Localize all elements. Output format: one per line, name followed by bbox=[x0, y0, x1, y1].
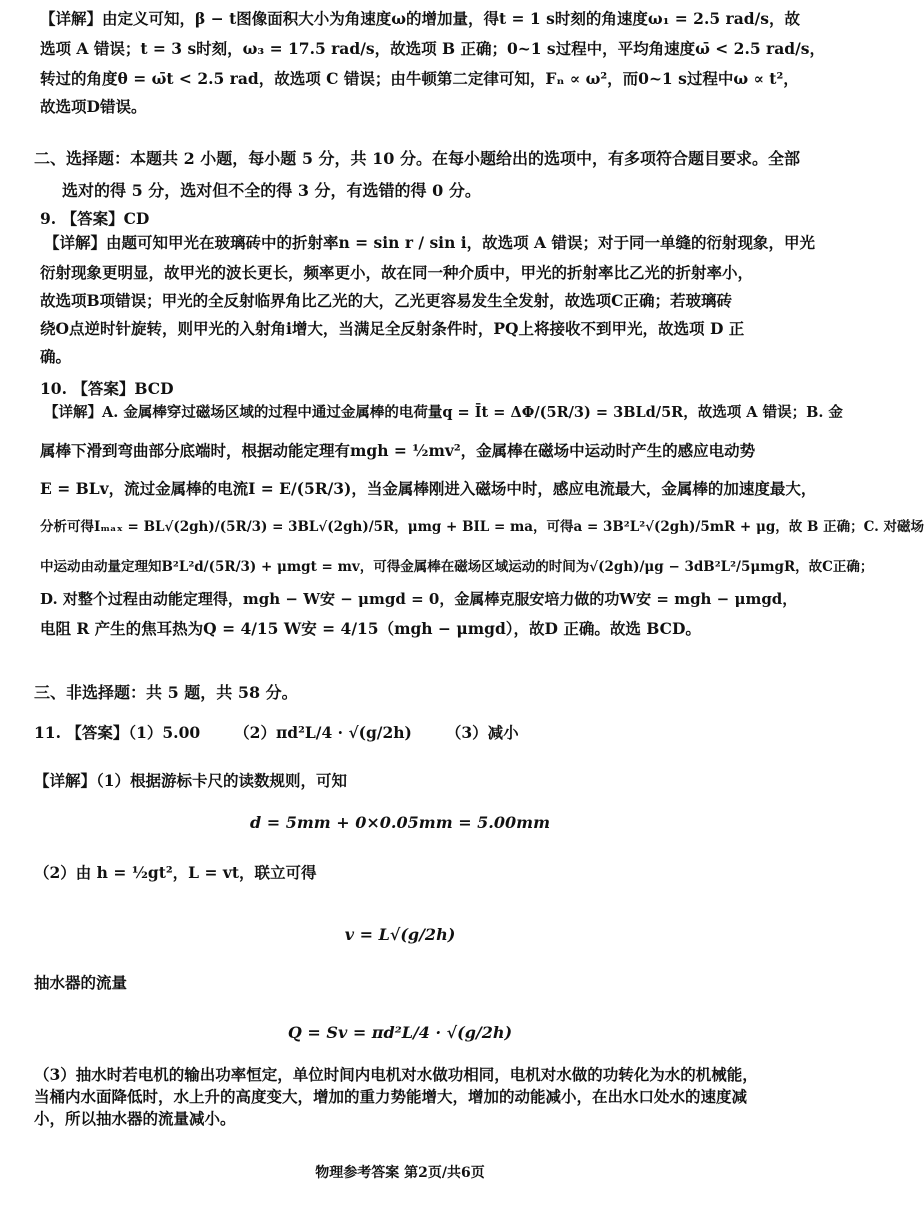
answer-line: 10. 【答案】BCD bbox=[40, 379, 174, 398]
detail-text-line: 小，所以抽水器的流量减小。 bbox=[34, 1109, 236, 1128]
page-footer: 物理参考答案 第2页/共6页 bbox=[315, 1165, 485, 1181]
detail-text-line: 当桶内水面降低时，水上升的高度变大，增加的重力势能增大，增加的动能减小，在出水口处水的速度减 bbox=[34, 1087, 748, 1106]
detail-text-line: D. 对整个过程由动能定理得，mgh − W安 − μmgd = 0，金属棒克服安培力做的功W安 = mgh − μmgd， bbox=[40, 590, 798, 608]
detail-text-line: 抽水器的流量 bbox=[34, 973, 128, 992]
detail-text-line: （2）由 h = ½gt²，L = vt，联立可得 bbox=[34, 863, 317, 882]
equation-q: Q = Sv = πd²L/4 · √(g/2h) bbox=[287, 1023, 513, 1042]
answer-part-2: （2）πd²L/4 · √(g/2h) bbox=[234, 723, 412, 742]
equation-d: d = 5mm + 0×0.05mm = 5.00mm bbox=[249, 813, 550, 832]
answer-part-1: 11. 【答案】（1）5.00 bbox=[34, 723, 201, 742]
detail-text-line: 绕O点逆时针旋转，则甲光的入射角i增大，当满足全反射条件时，PQ上将接收不到甲光，故选项 D 正 bbox=[40, 319, 745, 338]
section-title: 三、非选择题：共 5 题，共 58 分。 bbox=[34, 683, 298, 702]
detail-text-line: 电阻 R 产生的焦耳热为Q = 4/15 W安 = 4/15（mgh − μmgd），故D 正确。故选 BCD。 bbox=[40, 619, 701, 638]
detail-text-line: 故选项D错误。 bbox=[40, 97, 147, 116]
detail-text-line: 【详解】（1）根据游标卡尺的读数规则，可知 bbox=[34, 771, 348, 790]
section-title: 选对的得 5 分，选对但不全的得 3 分，有选错的得 0 分。 bbox=[62, 181, 481, 200]
section-title: 二、选择题：本题共 2 小题，每小题 5 分，共 10 分。在每小题给出的选项中，有多项符合题目要求。全部 bbox=[34, 149, 800, 168]
answer-part-3: （3）减小 bbox=[445, 723, 519, 742]
detail-text-line: 【详解】由题可知甲光在玻璃砖中的折射率n = sin r / sin i，故选项 A 错误；对于同一单缝的衍射现象，甲光 bbox=[44, 233, 815, 252]
detail-text-line: （3）抽水时若电机的输出功率恒定，单位时间内电机对水做功相同，电机对水做的功转化为水的机械能， bbox=[34, 1065, 758, 1084]
detail-text-line: 衍射现象更明显，故甲光的波长更长，频率更小，故在同一种介质中，甲光的折射率比乙光的折射率小， bbox=[40, 263, 754, 282]
detail-text-line: E = BLv，流过金属棒的电流I = E/(5R/3)，当金属棒刚进入磁场中时，感应电流最大，金属棒的加速度最大， bbox=[40, 479, 817, 498]
detail-text-line: 故选项B项错误；甲光的全反射临界角比乙光的大，乙光更容易发生全发射，故选项C正确；若玻璃砖 bbox=[40, 291, 732, 310]
detail-text-line: 中运动由动量定理知B²L²d/(5R/3) + μmgt = mv，可得金属棒在磁场区域运动的时间为√(2gh)/μg − 3dB²L²/5μmgR，故C正确； bbox=[40, 559, 874, 575]
detail-text-line: 分析可得Iₘₐₓ = BL√(2gh)/(5R/3) = 3BL√(2gh)/5R，μmg + BIL = ma，可得a = 3B²L²√(2gh)/5mR + μg，故 B 正确；C. 对磁场 bbox=[40, 519, 924, 535]
answer-line bbox=[34, 722, 519, 744]
detail-text-line: 【详解】由定义可知，β − t图像面积大小为角速度ω的增加量，得t = 1 s时刻的角速度ω₁ = 2.5 rad/s，故 bbox=[40, 9, 800, 28]
detail-text-line: 确。 bbox=[40, 347, 72, 366]
detail-text-line: 选项 A 错误；t = 3 s时刻，ω₃ = 17.5 rad/s，故选项 B 正确；0~1 s过程中，平均角速度ω̄ < 2.5 rad/s， bbox=[40, 39, 825, 58]
detail-text-line: 属棒下滑到弯曲部分底端时，根据动能定理有mgh = ½mv²，金属棒在磁场中运动时产生的感应电动势 bbox=[40, 441, 756, 460]
answer-line: 9. 【答案】CD bbox=[40, 209, 150, 228]
equation-v: v = L√(g/2h) bbox=[344, 925, 456, 944]
detail-text-line: 转过的角度θ = ω̄t < 2.5 rad，故选项 C 错误；由牛顿第二定律可知，Fₙ ∝ ω²，而0~1 s过程中ω ∝ t²， bbox=[40, 69, 799, 88]
detail-text-line: 【详解】A. 金属棒穿过磁场区域的过程中通过金属棒的电荷量q = Īt = ΔΦ/(5R/3) = 3BLd/5R，故选项 A 错误；B. 金 bbox=[44, 404, 843, 421]
